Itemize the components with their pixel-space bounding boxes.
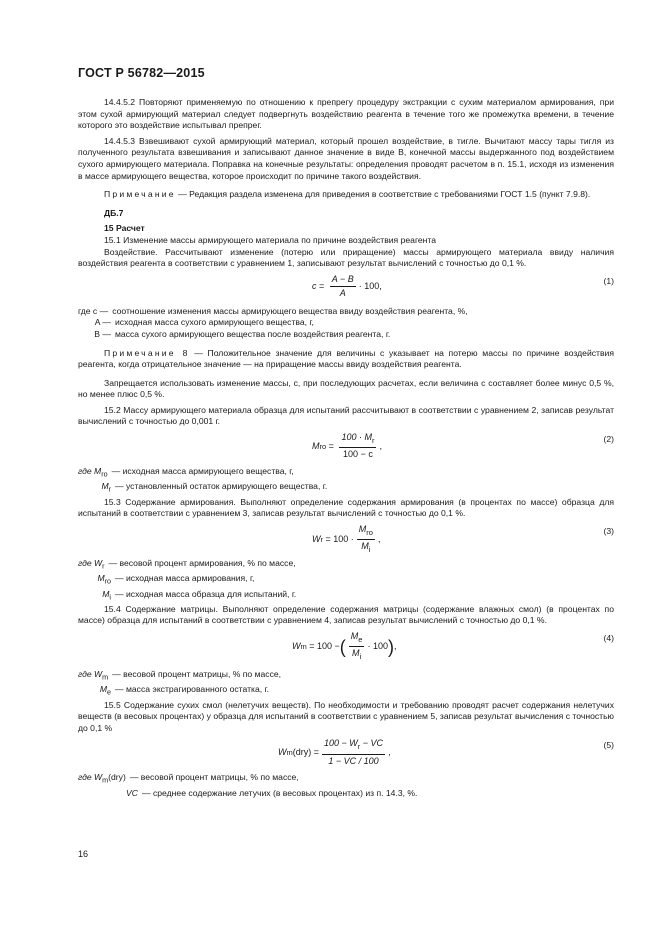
def-mi <box>78 589 614 604</box>
def-vc <box>78 788 614 800</box>
def-description: — исходная масса армирования, г, <box>115 573 255 584</box>
def-description: — исходная масса армирующего вещества, г, <box>111 466 294 477</box>
def-symbol-sub: ro <box>104 577 111 586</box>
eq1-fraction <box>330 274 356 300</box>
def-symbol <box>78 481 115 496</box>
eq3-numerator-text: M <box>358 523 367 534</box>
equation-1-formula: c = $\frac{A - B}{A}$ · 100, <box>312 273 382 299</box>
def-symbol <box>78 772 130 787</box>
eq2-numerator-text: 100 · M <box>341 432 372 443</box>
equation-3-formula <box>312 524 380 556</box>
def-description: — исходная масса образца для испытаний, г. <box>115 588 297 599</box>
def-description: — весовой процент матрицы, % по массе, <box>129 772 299 783</box>
eq3-numerator <box>357 524 375 540</box>
def-b <box>78 329 614 341</box>
note-8-label: Примечание 8 <box>104 347 190 358</box>
eq5-numerator-tail: − VC <box>360 738 384 749</box>
eq4-left-paren: ( <box>339 636 346 657</box>
def-symbol: B — <box>94 328 111 339</box>
eq5-numerator-text: 100 − W <box>324 738 358 749</box>
eq4-mid: = 100 − <box>309 641 340 652</box>
eq5-lhs-tail: (dry) = <box>292 747 320 758</box>
def-symbol-text: M <box>102 588 110 599</box>
def-symbol-sub: m <box>102 673 109 682</box>
eq1-tail: · 100, <box>358 281 382 292</box>
section-15-heading: 15 Расчет <box>104 223 145 234</box>
eq3-lhs: W <box>312 533 321 544</box>
eq4-numerator-sub: e <box>358 634 363 644</box>
def-symbol-text: M <box>99 684 108 695</box>
note-text: — Редакция раздела изменена для приведения в соответствие с требованиями ГОСТ 1.5 (пункт 7.9.8). <box>175 189 591 200</box>
def-symbol-sub: m <box>102 777 109 786</box>
paragraph-forbid: Запрещается использовать изменение массы, c, при последующих расчетах, если величина c составляет более минус 0,5 %, но менее плюс 0,5 %. <box>78 377 614 400</box>
eq2-denominator: 100 − c <box>343 449 373 460</box>
eq4-lhs: W <box>292 641 301 652</box>
def-symbol <box>78 466 112 481</box>
def-symbol-sub: r <box>102 562 105 571</box>
definitions-eq1 <box>78 306 614 341</box>
document-body <box>78 97 614 799</box>
equation-5-number: (5) <box>603 740 614 751</box>
def-mro-2 <box>78 573 614 588</box>
equation-2 <box>78 432 614 466</box>
subsection-15-3: 15.3 Содержание армирования. Выполняют определение содержания армирования (в процентах по массе) образца для испытаний в соответствии с уравнением 3, записав результат вычислений с точностью до 0,1 %. <box>78 496 614 519</box>
equation-1 <box>78 274 614 306</box>
def-symbol: A — <box>94 317 111 328</box>
eq2-numerator <box>339 432 376 448</box>
def-symbol <box>78 669 112 684</box>
paragraph-14-4-5-3: 14.4.5.3 Взвешивают сухой армирующий материал, который прошел воздействие, в тигле. Вычитают массу тары тигля из полученного результата взвешивания и записывают данное значение в виде B, конечной массы выдержанного под воздействием сухого армирующего материала. Поправка на конечные результаты: определения проводят расчетом в п. 15.1, исходя из изменения в массе армирующего вещества, которое происходит по причине такого воздействия. <box>78 135 614 181</box>
def-symbol-text: где M <box>78 466 102 477</box>
def-symbol <box>78 788 142 800</box>
eq2-fraction <box>339 432 376 461</box>
definitions-eq2 <box>78 466 614 497</box>
eq3-tail: , <box>377 533 381 544</box>
definitions-eq4 <box>78 669 614 700</box>
def-description: — установленный остаток армирующего вещества, г. <box>115 481 328 492</box>
equation-2-formula: M ro = $\frac{100 \cdot M_r}{100 - c}$ , <box>312 432 382 460</box>
equation-5-formula <box>278 738 391 767</box>
eq3-denominator-text: M <box>361 541 369 552</box>
eq4-denominator <box>350 647 363 662</box>
subsection-15-5: 15.5 Содержание сухих смол (нелетучих веществ). По необходимости и требованию проводят расчет содержания нелетучих веществ (в весовых процентах) у образца для испытаний в соответствии с уравнением 5, записав результат вычисления с точностью до 0,1 % <box>78 699 614 733</box>
def-wm-dry <box>78 772 614 787</box>
def-symbol-text: VC <box>126 787 138 798</box>
note-8 <box>78 348 614 371</box>
eq3-fraction <box>357 524 375 556</box>
def-description: — весовой процент армирования, % по массе, <box>108 557 296 568</box>
def-c <box>78 306 614 318</box>
def-symbol <box>78 558 109 573</box>
def-symbol: где c — <box>78 305 109 316</box>
def-description: — среднее содержание летучих (в весовых процентах) из п. 14.3, %. <box>142 787 418 798</box>
paragraph-14-4-5-2: 14.4.5.2 Повторяют применяемую по отношению к препрегу процедуру экстракции с сухим материалом армирования, при этом сухой армирующий материал следует подвергнуть воздействию реагента в течение того же промежутка времени, в течение которого это воздействие испытывал препрег. <box>78 97 614 131</box>
def-description: — весовой процент матрицы, % по массе, <box>112 669 282 679</box>
equation-4-formula <box>292 631 397 663</box>
equation-4-number: (4) <box>603 633 614 643</box>
equation-2-number: (2) <box>603 434 614 445</box>
def-symbol <box>78 589 115 604</box>
def-symbol-sub: r <box>108 486 111 495</box>
equation-3-number: (3) <box>603 525 614 536</box>
def-mr <box>78 481 614 496</box>
db7-label: ДБ.7 <box>104 207 124 218</box>
def-symbol-text: где W <box>78 772 103 783</box>
subsection-15-1-title: 15.1 Изменение массы армирующего материала по причине воздействия реагента <box>104 234 437 245</box>
def-symbol-sub: ro <box>101 470 108 479</box>
equation-3 <box>78 524 614 558</box>
eq4-fraction <box>349 631 365 663</box>
note-editorial <box>78 189 614 201</box>
eq5-fraction <box>322 738 385 767</box>
eq4-tail: · 100 <box>367 641 388 652</box>
def-description: соотношение изменения массы армирующего вещества ввиду воздействия реагента, %, <box>112 305 468 316</box>
eq3-lhs-sub: r <box>320 534 323 544</box>
def-description: масса сухого армирующего вещества после воздействия реагента, г. <box>115 328 391 339</box>
eq2-lhs: M <box>312 440 320 451</box>
def-description: — масса экстрагированного остатка, г. <box>115 684 270 695</box>
eq3-denominator <box>359 540 372 555</box>
def-wr <box>78 558 614 573</box>
eq4-lhs-sub: m <box>300 642 307 652</box>
def-mro <box>78 466 614 481</box>
subsection-15-1-text: Воздействие. Рассчитывают изменение (потерю или приращение) массы армирующего материала ввиду наличия воздействия реагента в соответствии с уравнением 1, записывают результат вычислений с точностью до 0,1 %. <box>78 246 614 269</box>
equation-4 <box>78 631 614 669</box>
def-me <box>78 684 614 699</box>
eq1-numerator: A − B <box>330 274 356 288</box>
eq2-numerator-sub: r <box>371 435 375 445</box>
eq3-denominator-sub: i <box>368 545 371 555</box>
def-wm <box>78 669 614 684</box>
definitions-eq5 <box>78 772 614 799</box>
def-symbol-text: M <box>97 573 105 584</box>
note-8-text: — Положительное значение для величины c указывает на потерю массы по причине воздействия реагента, когда отрицательное значение — на приращение массы ввиду воздействия реагента. <box>78 347 614 370</box>
note-label: Примечание <box>104 189 176 200</box>
eq4-end: , <box>393 641 397 652</box>
page-number: 16 <box>78 849 89 859</box>
eq3-mid: = 100 · <box>325 533 354 544</box>
subsection-15-2: 15.2 Массу армирующего материала образца для испытаний рассчитывают в соответствии с уравнением 2, записав результат вычислений с точностью до 0,001 г. <box>78 404 614 427</box>
eq4-denominator-sub: i <box>359 652 362 662</box>
def-symbol-text: M <box>101 481 109 492</box>
def-symbol-sub: e <box>107 689 111 698</box>
document-code-header: ГОСТ Р 56782—2015 <box>78 66 205 80</box>
def-a <box>78 317 614 329</box>
eq2-lhs-sub: ro <box>319 441 327 451</box>
eq4-denominator-text: M <box>352 648 360 659</box>
eq1-denominator: A <box>339 288 346 299</box>
eq5-numerator-sub: r <box>357 742 361 752</box>
eq5-numerator <box>322 738 385 754</box>
eq5-lhs: W <box>278 747 287 758</box>
eq5-denominator: 1 − VC / 100 <box>328 755 379 766</box>
eq4-numerator <box>349 631 365 647</box>
def-description: исходная масса сухого армирующего вещества, г, <box>115 317 314 328</box>
def-symbol-text: где W <box>78 557 103 568</box>
eq3-numerator-sub: ro <box>366 527 373 537</box>
eq5-lhs-sub: m <box>286 748 293 758</box>
def-symbol <box>78 684 115 699</box>
eq4-right-paren: ) <box>387 636 394 657</box>
def-symbol-sub: i <box>109 593 111 602</box>
eq2-tail: , <box>379 440 382 451</box>
def-symbol-tail: (dry) <box>108 772 126 783</box>
equation-1-number: (1) <box>603 275 614 286</box>
equation-5 <box>78 738 614 772</box>
eq4-numerator-text: M <box>350 631 359 641</box>
subsection-15-4: 15.4 Содержание матрицы. Выполняют определение содержания матрицы (содержание влажных смол) (в процентах по массе) образца для испытаний в соответствии с уравнением 4, записав результат вычислений с точностью до 0,1 %. <box>78 603 614 626</box>
def-symbol <box>78 573 115 588</box>
eq1-lhs: c <box>312 281 317 292</box>
definitions-eq3 <box>78 558 614 604</box>
def-symbol-text: где W <box>78 669 103 679</box>
eq5-tail: , <box>388 747 391 758</box>
